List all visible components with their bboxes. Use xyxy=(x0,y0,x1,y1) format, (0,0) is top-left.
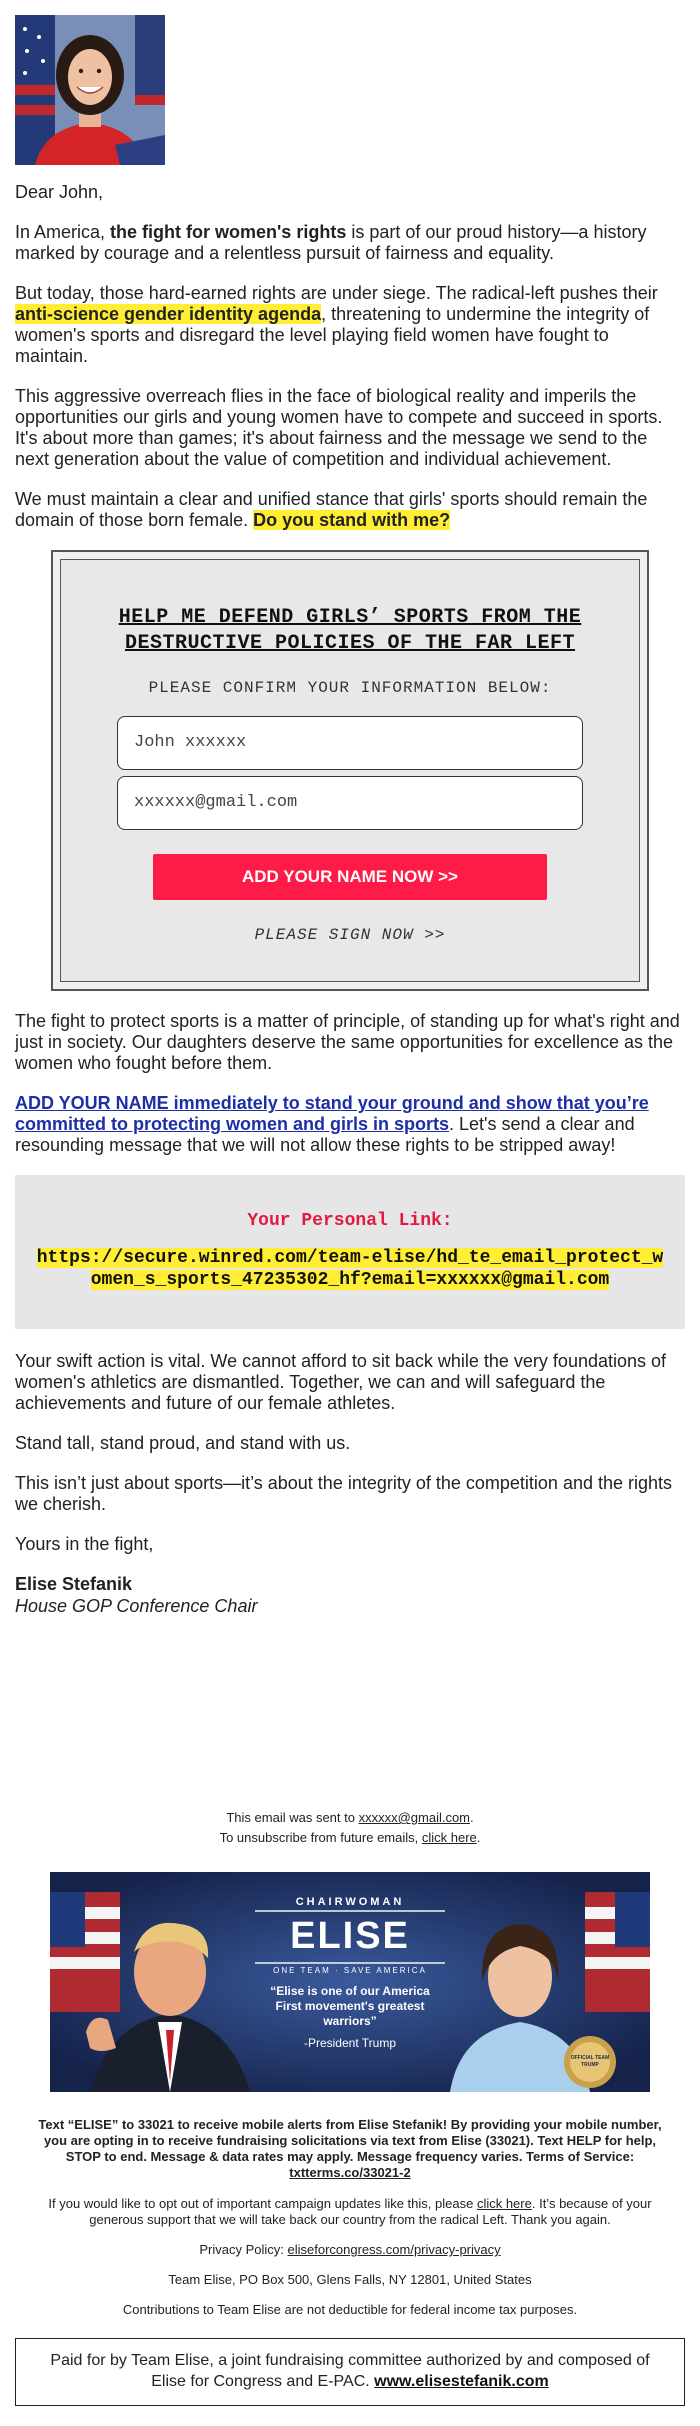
paragraph-1 xyxy=(15,222,685,264)
paragraph-2 xyxy=(15,283,685,367)
paragraph-5: The fight to protect sports is a matter of principle, of standing up for what's right and just in society. Our daughters deserve the same opportunities for excellence as the women who fought before them. xyxy=(15,1011,680,1074)
optout-text-end: . It’s because of your generous support that we will take back our country from the radical Left. Thank you again. xyxy=(89,2196,652,2227)
greeting: Dear John, xyxy=(15,182,104,202)
sms-disclaimer xyxy=(35,2117,665,2181)
sign-now-link[interactable]: PLEASE SIGN NOW >> xyxy=(254,926,446,945)
personal-link-label: Your Personal Link: xyxy=(247,1211,453,1232)
personal-link-url[interactable]: https://secure.winred.com/team-elise/hd_te_email_protect_women_s_sports_47235302_hf?email=xxxxxx@gmail.com xyxy=(36,1247,664,1290)
email-field[interactable]: xxxxxx@gmail.com xyxy=(117,776,583,830)
banner-brand: ELISE xyxy=(290,1915,410,1957)
closing: Yours in the fight, xyxy=(15,1533,154,1554)
p1-text: In America, xyxy=(15,222,111,242)
p1-text-end: is part of our proud history—a history marked by courage and a relentless pursuit of fairness and equality. xyxy=(15,222,647,263)
optout-text: If you would like to opt out of important campaign updates like this, please xyxy=(48,2196,477,2211)
banner-tagline: ONE TEAM · SAVE AMERICA xyxy=(273,1966,427,1975)
signup-form-frame xyxy=(51,550,649,991)
banner-seal: OFFICIAL TEAM TRUMP xyxy=(570,2055,610,2068)
personal-link-box xyxy=(15,1175,685,1329)
form-title[interactable]: HELP ME DEFEND GIRLS’ SPORTS FROM THE DESTRUCTIVE POLICIES OF THE FAR LEFT xyxy=(118,606,582,655)
candidate-photo xyxy=(15,15,165,165)
p6-text: . Let's send a clear and resounding message that we will not allow these rights to be stripped away! xyxy=(15,1114,635,1156)
unsubscribe-text: To unsubscribe from future emails, xyxy=(219,1830,422,1845)
banner-quote: “Elise is one of our America First movement's greatest warriors” xyxy=(270,1984,430,2028)
add-name-link[interactable]: ADD YOUR NAME immediately to stand your ground and show that you’re committed to protecting women and girls in sports xyxy=(15,1093,649,1135)
tax-disclaimer: Contributions to Team Elise are not deductible for federal income tax purposes. xyxy=(122,2302,578,2317)
opt-out-notice xyxy=(35,2196,665,2228)
sent-to-period: . xyxy=(470,1810,474,1825)
p2-highlight: anti-science gender identity agenda xyxy=(15,304,322,324)
paid-for-box xyxy=(15,2338,685,2406)
paragraph-6 xyxy=(15,1093,685,1156)
paragraph-4 xyxy=(15,489,685,531)
website-link[interactable]: www.elisestefanik.com xyxy=(374,2373,549,2390)
footer-sent-to xyxy=(0,1808,700,1848)
unsubscribe-link[interactable]: click here xyxy=(421,1830,477,1845)
banner-attribution: -President Trump xyxy=(303,2036,397,2050)
signature-title: House GOP Conference Chair xyxy=(15,1595,258,1616)
paragraph-9: This isn’t just about sports—it’s about the integrity of the competition and the rights we cherish. xyxy=(15,1472,673,1514)
p4-highlight: Do you stand with me? xyxy=(253,510,451,530)
privacy-label: Privacy Policy: xyxy=(199,2242,288,2257)
sent-to-line xyxy=(0,1808,700,1828)
signature-block xyxy=(15,1574,685,1617)
signature-name: Elise Stefanik xyxy=(15,1573,133,1594)
sent-to-email-link[interactable]: xxxxxx@gmail.com xyxy=(358,1810,471,1825)
p1-bold: the fight for women's rights xyxy=(110,222,347,242)
paragraph-8: Stand tall, stand proud, and stand with us. xyxy=(15,1432,351,1453)
p2-text-end: , threatening to undermine the integrity of women's sports and disregard the level playing field women have fought to maintain. xyxy=(15,304,650,366)
sent-to-text: This email was sent to xyxy=(226,1810,359,1825)
personal-link-url-wrap xyxy=(35,1247,665,1291)
paid-for-text: Paid for by Team Elise, a joint fundraising committee authorized by and composed of Elise for Congress and E-PAC. xyxy=(50,2352,650,2390)
add-name-button[interactable]: ADD YOUR NAME NOW >> xyxy=(153,854,547,900)
privacy-policy xyxy=(0,2242,700,2258)
p4-text: We must maintain a clear and unified stance that girls' sports should remain the domain of those born female. xyxy=(15,489,648,530)
sms-text: Text “ELISE” to 33021 to receive mobile alerts from Elise Stefanik! By providing your mobile number, you are opting in to receive fundraising solicitations via text from Elise (33021). Text HELP for help, STOP to end. Message & data rates may apply. Message frequency varies. Terms of Service: xyxy=(38,2117,662,2164)
campaign-banner[interactable] xyxy=(50,1872,650,2092)
signup-form xyxy=(60,559,640,982)
banner-kicker: CHAIRWOMAN xyxy=(295,1896,405,1908)
unsubscribe-period: . xyxy=(476,1830,481,1845)
paragraph-7: Your swift action is vital. We cannot afford to sit back while the very foundations of women's athletics are dismantled. Together, we can and will safeguard the achievements and future of our female athletes. xyxy=(15,1350,667,1413)
sms-terms-link[interactable]: txtterms.co/33021-2 xyxy=(289,2165,411,2180)
form-subtitle: PLEASE CONFIRM YOUR INFORMATION BELOW: xyxy=(148,679,552,697)
mailing-address: Team Elise, PO Box 500, Glens Falls, NY 12801, United States xyxy=(168,2272,532,2287)
paragraph-3: This aggressive overreach flies in the face of biological reality and imperils the opportunities our girls and young women have to compete and succeed in sports. It's about more than games; it's about fairness and the message we send to the next generation about the value of competition and individual achievement. xyxy=(15,386,663,469)
privacy-link[interactable]: eliseforcongress.com/privacy-privacy xyxy=(287,2242,501,2257)
optout-link[interactable]: click here xyxy=(476,2196,532,2211)
name-field[interactable]: John xxxxxx xyxy=(117,716,583,770)
p2-text: But today, those hard-earned rights are under siege. The radical-left pushes their xyxy=(15,283,658,303)
unsubscribe-line xyxy=(0,1828,700,1848)
